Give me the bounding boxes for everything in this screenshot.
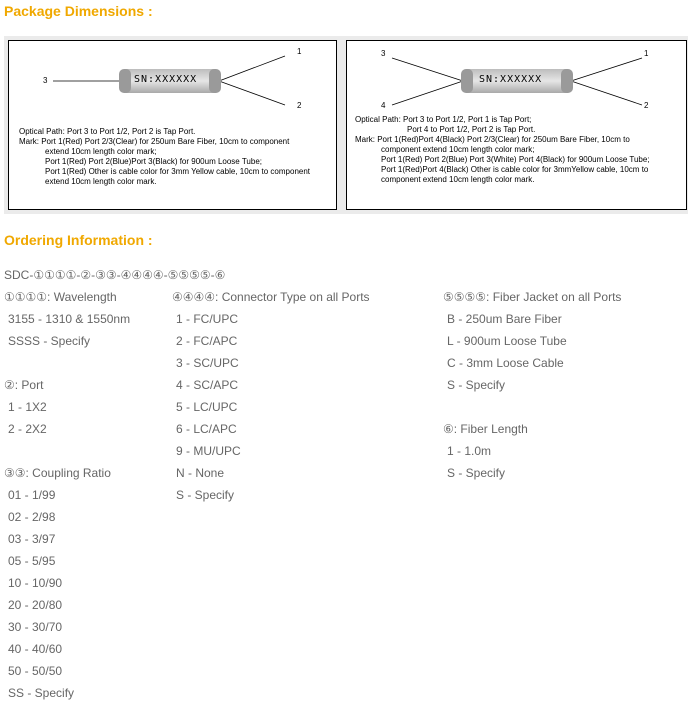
list-item: 02 - 2/98 xyxy=(8,510,56,524)
list-item: 05 - 5/95 xyxy=(8,554,56,568)
list-item: S - Specify xyxy=(176,488,235,502)
list-item: S - Specify xyxy=(447,378,506,392)
fiber-length-title: ⑥: Fiber Length xyxy=(443,422,528,436)
device-serial-label: SN:XXXXXX xyxy=(134,74,198,85)
ordering-information-heading: Ordering Information : xyxy=(4,232,153,248)
list-item: 3 - SC/UPC xyxy=(176,356,239,370)
list-item: 3155 - 1310 & 1550nm xyxy=(8,312,131,326)
port-2-label: 2 xyxy=(297,101,302,110)
port-4-label: 4 xyxy=(381,101,386,110)
list-item: 40 - 40/60 xyxy=(8,642,63,656)
ordering-column-2 xyxy=(172,286,370,506)
list-item: 10 - 10/90 xyxy=(8,576,63,590)
list-item: SSSS - Specify xyxy=(8,334,91,348)
fiber-jacket-title: ⑤⑤⑤⑤: Fiber Jacket on all Ports xyxy=(443,290,622,304)
list-item: 9 - MU/UPC xyxy=(176,444,241,458)
port-3-label: 3 xyxy=(381,49,386,58)
coupling-ratio-title: ③③: Coupling Ratio xyxy=(4,466,111,480)
list-item: L - 900um Loose Tube xyxy=(447,334,567,348)
diagram-2x2-description: Optical Path: Port 3 to Port 1/2, Port 1 is Tap Port; Port 4 to Port 1/2, Port 2 is Tap Port. Mark: Port 1(Red)Port 4(Black) Port 2/3(Clear) for 250um Bare Fiber, 10cm to component extend 10cm length color mark; Port 1(Red) Port 2(Blue) Port 3(White) Port 4(Black) for 900um Loose Tube; Port 1(Red)Port 4(Black) Other is cable color for 3mmYellow cable, 10cm to component extend 10cm length color mark. xyxy=(355,115,650,184)
list-item: 2 - FC/APC xyxy=(176,334,238,348)
connector-type-title: ④④④④: Connector Type on all Ports xyxy=(172,290,370,304)
list-item: N - None xyxy=(176,466,225,480)
list-item: 1 - FC/UPC xyxy=(176,312,239,326)
list-item: 6 - LC/APC xyxy=(176,422,237,436)
list-item: SS - Specify xyxy=(8,686,75,700)
list-item: 30 - 30/70 xyxy=(8,620,63,634)
list-item: 5 - LC/UPC xyxy=(176,400,238,414)
list-item: B - 250um Bare Fiber xyxy=(447,312,562,326)
list-item: 50 - 50/50 xyxy=(8,664,63,678)
list-item: S - Specify xyxy=(447,466,506,480)
wavelength-title: ①①①①: Wavelength xyxy=(4,290,117,304)
diagram-1x2 xyxy=(8,40,337,210)
port-title: ②: Port xyxy=(4,378,44,392)
ordering-column-3 xyxy=(443,286,621,484)
port-1-label: 1 xyxy=(644,49,649,58)
port-2-label: 2 xyxy=(644,101,649,110)
diagram-2x2 xyxy=(346,40,687,210)
diagram-1x2-description: Optical Path: Port 3 to Port 1/2, Port 2 is Tap Port. Mark: Port 1(Red) Port 2/3(Clear) for 250um Bare Fiber, 10cm to component extend 10cm length color mark; Port 1(Red) Port 2(Blue)Port 3(Black) for 900um Loose Tube; Port 1(Red) Other is cable color for 3mm Yellow cable, 10cm to component extend 10cm length color mark. xyxy=(19,127,311,186)
package-dimensions-heading: Package Dimensions : xyxy=(4,3,153,19)
list-item: 1 - 1.0m xyxy=(447,444,492,458)
port-1-label: 1 xyxy=(297,47,302,56)
diagram-panel xyxy=(4,36,688,214)
list-item: 03 - 3/97 xyxy=(8,532,56,546)
list-item: 2 - 2X2 xyxy=(8,422,47,436)
ordering-column-1 xyxy=(4,286,130,704)
list-item: C - 3mm Loose Cable xyxy=(447,356,564,370)
list-item: 1 - 1X2 xyxy=(8,400,47,414)
list-item: 4 - SC/APC xyxy=(176,378,239,392)
list-item: 01 - 1/99 xyxy=(8,488,56,502)
device-serial-label: SN:XXXXXX xyxy=(479,74,543,85)
list-item: 20 - 20/80 xyxy=(8,598,63,612)
port-3-label: 3 xyxy=(43,76,48,85)
order-code-format: SDC-①①①①-②-③③-④④④④-⑤⑤⑤⑤-⑥ xyxy=(4,268,226,282)
